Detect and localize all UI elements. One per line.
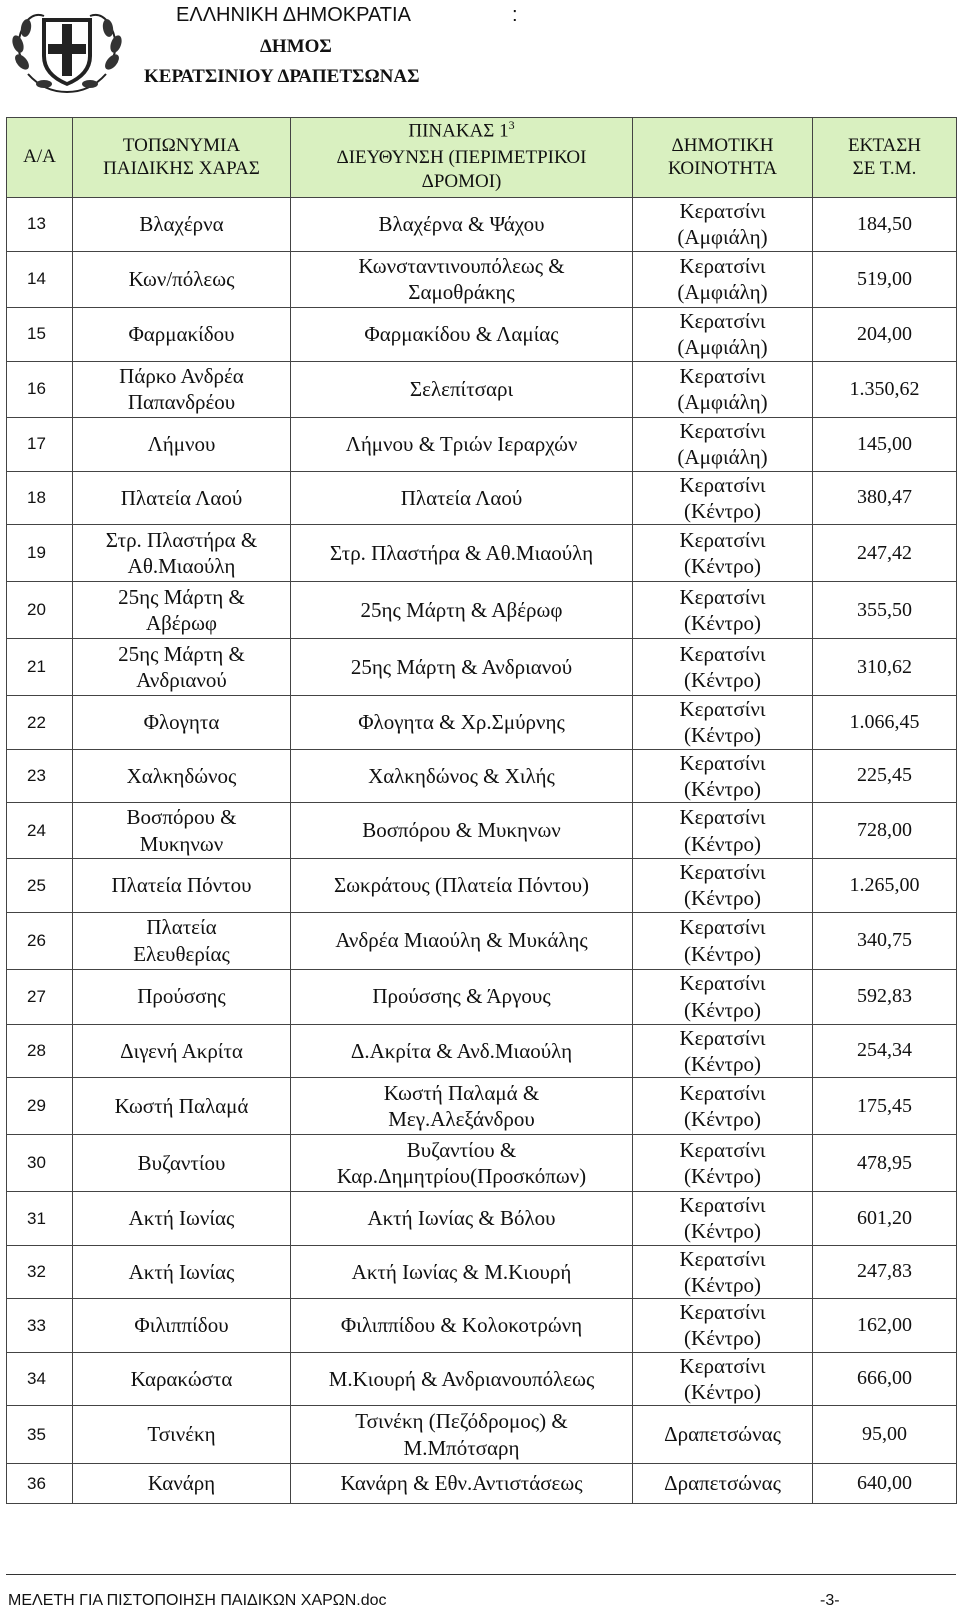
playground-address: Βυζαντίου & Καρ.Δημητρίου(Προσκόπων) [291,1135,633,1192]
area-sqm: 601,20 [813,1192,957,1246]
playground-address: Τσινέκη (Πεζόδρομος) & Μ.Μπότσαρη [291,1406,633,1464]
playground-address: Κωστή Παλαμά & Μεγ.Αλεξάνδρου [291,1078,633,1135]
area-sqm: 254,34 [813,1024,957,1078]
playground-name: Βυζαντίου [73,1135,291,1192]
table-row [7,912,957,969]
header-area: ΕΚΤΑΣΗ ΣΕ Τ.Μ. [813,118,957,198]
municipal-community: Κερατσίνι (Αμφιάλη) [633,197,813,251]
playground-name: Τσινέκη [73,1406,291,1464]
row-number: 29 [7,1078,73,1135]
greek-coat-of-arms-icon [4,4,130,96]
area-sqm: 666,00 [813,1352,957,1406]
playground-name: Κανάρη [73,1464,291,1504]
area-sqm: 175,45 [813,1078,957,1135]
row-number: 35 [7,1406,73,1464]
municipal-community: Κερατσίνι (Κέντρο) [633,582,813,639]
header-aa: Α/Α [7,118,73,198]
row-number: 21 [7,639,73,696]
municipal-community: Κερατσίνι (Κέντρο) [633,1024,813,1078]
area-sqm: 592,83 [813,969,957,1024]
playground-address: Κωνσταντινουπόλεως & Σαμοθράκης [291,251,633,307]
playground-name: Πλατεία Ελευθερίας [73,912,291,969]
playground-address: Δ.Ακρίτα & Ανδ.Μιαούλη [291,1024,633,1078]
table-row [7,525,957,582]
table-row [7,1299,957,1353]
table-row [7,749,957,803]
playground-name: Χαλκηδώνος [73,749,291,803]
playground-name: Πάρκο Ανδρέα Παπανδρέου [73,361,291,417]
playground-name: Φιλιππίδου [73,1299,291,1353]
page-number: -3- [820,1592,840,1609]
table-row [7,859,957,913]
municipal-community: Κερατσίνι (Κέντρο) [633,803,813,859]
playground-name: Στρ. Πλαστήρα & Αθ.Μιαούλη [73,525,291,582]
municipal-community: Κερατσίνι (Κέντρο) [633,1352,813,1406]
area-sqm: 1.066,45 [813,696,957,750]
municipal-community: Κερατσίνι (Κέντρο) [633,1245,813,1299]
table-row [7,251,957,307]
row-number: 17 [7,417,73,471]
municipal-community: Κερατσίνι (Κέντρο) [633,749,813,803]
row-number: 24 [7,803,73,859]
municipal-community: Κερατσίνι (Κέντρο) [633,1078,813,1135]
playground-name: Πλατεία Πόντου [73,859,291,913]
table-row [7,1192,957,1246]
playground-address: Ακτή Ιωνίας & Μ.Κιουρή [291,1245,633,1299]
row-number: 14 [7,251,73,307]
municipal-community: Κερατσίνι (Κέντρο) [633,1192,813,1246]
municipal-community: Κερατσίνι (Κέντρο) [633,471,813,525]
playground-address: Βοσπόρου & Μυκηνων [291,803,633,859]
area-sqm: 162,00 [813,1299,957,1353]
row-number: 25 [7,859,73,913]
playground-name: Προύσσης [73,969,291,1024]
area-sqm: 1.350,62 [813,361,957,417]
row-number: 27 [7,969,73,1024]
header-colon: : [512,4,518,26]
playground-name: Βλαχέρνα [73,197,291,251]
table-body [7,197,957,1504]
playground-address: Λήμνου & Τριών Ιεραρχών [291,417,633,471]
municipal-community: Κερατσίνι (Κέντρο) [633,859,813,913]
playground-name: Καρακώστα [73,1352,291,1406]
area-sqm: 310,62 [813,639,957,696]
table-row [7,969,957,1024]
row-number: 18 [7,471,73,525]
municipal-community: Κερατσίνι (Αμφιάλη) [633,307,813,361]
playground-address: Βλαχέρνα & Ψάχου [291,197,633,251]
header-country: ΕΛΛΗΝΙΚΗ ΔΗΜΟΚΡΑΤΙΑ [176,4,411,26]
row-number: 23 [7,749,73,803]
row-number: 16 [7,361,73,417]
playground-address: 25ης Μάρτη & Αβέρωφ [291,582,633,639]
table-row [7,1464,957,1504]
table-row [7,307,957,361]
area-sqm: 204,00 [813,307,957,361]
table-row [7,471,957,525]
playground-name: Πλατεία Λαού [73,471,291,525]
footer-filename: ΜΕΛΕΤΗ ΓΙΑ ΠΙΣΤΟΠΟΙΗΣΗ ΠΑΙΔΙΚΩΝ ΧΑΡΩΝ.doc [8,1592,387,1609]
playground-address: Στρ. Πλαστήρα & Αθ.Μιαούλη [291,525,633,582]
playground-name: Ακτή Ιωνίας [73,1192,291,1246]
playground-name: 25ης Μάρτη & Ανδριανού [73,639,291,696]
area-sqm: 95,00 [813,1406,957,1464]
area-sqm: 225,45 [813,749,957,803]
area-sqm: 519,00 [813,251,957,307]
municipal-community: Κερατσίνι (Αμφιάλη) [633,417,813,471]
playground-address: Φιλιππίδου & Κολοκοτρώνη [291,1299,633,1353]
area-sqm: 145,00 [813,417,957,471]
playground-address: Χαλκηδώνος & Χιλής [291,749,633,803]
row-number: 15 [7,307,73,361]
table-row [7,1352,957,1406]
playground-address: Φαρμακίδου & Λαμίας [291,307,633,361]
table-row [7,1024,957,1078]
table-row [7,1078,957,1135]
row-number: 36 [7,1464,73,1504]
table-row [7,696,957,750]
table-row [7,1245,957,1299]
table-row [7,639,957,696]
area-sqm: 640,00 [813,1464,957,1504]
area-sqm: 728,00 [813,803,957,859]
municipal-community: Δραπετσώνας [633,1406,813,1464]
row-number: 30 [7,1135,73,1192]
playground-address: Προύσσης & Άργους [291,969,633,1024]
header-name: ΤΟΠΩΝΥΜΙΑ ΠΑΙΔΙΚΗΣ ΧΑΡΑΣ [73,118,291,198]
area-sqm: 340,75 [813,912,957,969]
row-number: 13 [7,197,73,251]
playground-name: Ακτή Ιωνίας [73,1245,291,1299]
area-sqm: 247,42 [813,525,957,582]
playground-name: Φλογητα [73,696,291,750]
table-row [7,417,957,471]
letterhead [0,0,960,110]
playground-name: Διγενή Ακρίτα [73,1024,291,1078]
row-number: 28 [7,1024,73,1078]
row-number: 34 [7,1352,73,1406]
area-sqm: 380,47 [813,471,957,525]
header-municipality-label: ΔΗΜΟΣ [260,36,332,57]
area-sqm: 355,50 [813,582,957,639]
playground-name: Κωστή Παλαμά [73,1078,291,1135]
playground-name: Κων/πόλεως [73,251,291,307]
playground-name: Φαρμακίδου [73,307,291,361]
row-number: 19 [7,525,73,582]
table-row [7,361,957,417]
row-number: 26 [7,912,73,969]
table-title: ΠΙΝΑΚΑΣ $1^3$ [291,118,633,144]
row-number: 31 [7,1192,73,1246]
playground-address: Σωκράτους (Πλατεία Πόντου) [291,859,633,913]
playground-address: Πλατεία Λαού [291,471,633,525]
table-row [7,803,957,859]
playground-address: Ανδρέα Μιαούλη & Μυκάλης [291,912,633,969]
table-row [7,582,957,639]
table-row [7,1135,957,1192]
area-sqm: 247,83 [813,1245,957,1299]
header-municipality-name: ΚΕΡΑΤΣΙΝΙΟΥ ΔΡΑΠΕΤΣΩΝΑΣ [144,66,420,87]
row-number: 22 [7,696,73,750]
municipal-community: Κερατσίνι (Αμφιάλη) [633,361,813,417]
playgrounds-table [6,117,957,1504]
playground-address: Ακτή Ιωνίας & Βόλου [291,1192,633,1246]
footer-divider [6,1574,956,1575]
table-header [7,118,957,198]
playground-address: Κανάρη & Εθν.Αντιστάσεως [291,1464,633,1504]
area-sqm: 478,95 [813,1135,957,1192]
municipal-community: Κερατσίνι (Κέντρο) [633,525,813,582]
row-number: 33 [7,1299,73,1353]
municipal-community: Δραπετσώνας [633,1464,813,1504]
municipal-community: Κερατσίνι (Κέντρο) [633,912,813,969]
table-row [7,197,957,251]
playground-address: 25ης Μάρτη & Ανδριανού [291,639,633,696]
header-address: ΔΙΕΥΘΥΝΣΗ (ΠΕΡΙΜΕΤΡΙΚΟΙ ΔΡΟΜΟΙ) [291,143,633,197]
municipal-community: Κερατσίνι (Αμφιάλη) [633,251,813,307]
municipal-community: Κερατσίνι (Κέντρο) [633,969,813,1024]
row-number: 32 [7,1245,73,1299]
playground-address: Σελεπίτσαρι [291,361,633,417]
header-community: ΔΗΜΟΤΙΚΗ ΚΟΙΝΟΤΗΤΑ [633,118,813,198]
row-number: 20 [7,582,73,639]
area-sqm: 1.265,00 [813,859,957,913]
playground-address: Μ.Κιουρή & Ανδριανουπόλεως [291,1352,633,1406]
playground-address: Φλογητα & Χρ.Σμύρνης [291,696,633,750]
playground-name: 25ης Μάρτη & Αβέρωφ [73,582,291,639]
municipal-community: Κερατσίνι (Κέντρο) [633,696,813,750]
playground-name: Βοσπόρου & Μυκηνων [73,803,291,859]
municipal-community: Κερατσίνι (Κέντρο) [633,1135,813,1192]
municipal-community: Κερατσίνι (Κέντρο) [633,1299,813,1353]
playground-name: Λήμνου [73,417,291,471]
table-row [7,1406,957,1464]
area-sqm: 184,50 [813,197,957,251]
municipal-community: Κερατσίνι (Κέντρο) [633,639,813,696]
